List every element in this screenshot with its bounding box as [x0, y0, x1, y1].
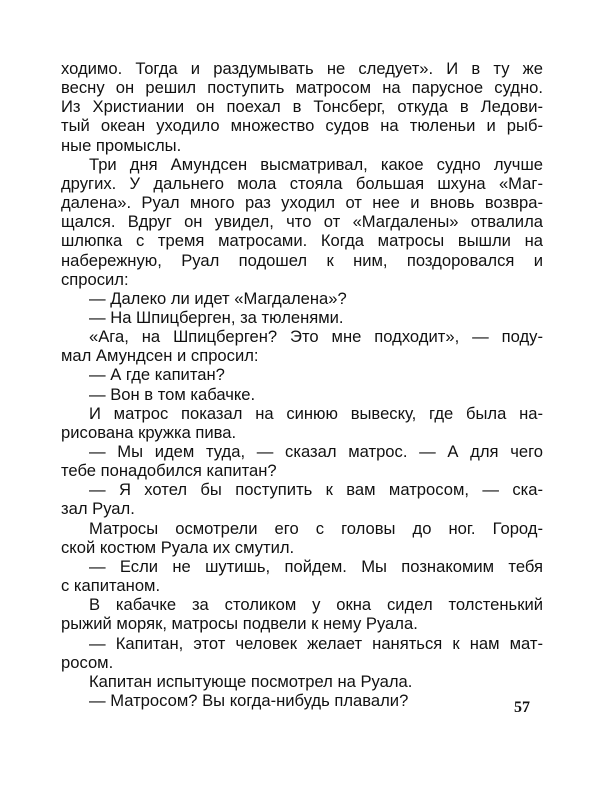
text-line: далена». Руал много раз уходил от нее и вновь возвра-: [61, 193, 543, 212]
text-line: шлюпка с тремя матросами. Когда матросы вышли на: [61, 231, 543, 250]
text-line: росом.: [61, 653, 114, 672]
text-line: мал Амундсен и спросил:: [61, 346, 259, 365]
text-line: Три дня Амундсен высматривал, какое судно лучше: [89, 155, 543, 174]
text-line: И матрос показал на синюю вывеску, где была на-: [89, 404, 543, 423]
text-line: «Ага, на Шпицберген? Это мне подходит», — поду-: [89, 327, 543, 346]
dialogue-line: — На Шпицберген, за тюленями.: [89, 308, 344, 327]
text-line: ходимо. Тогда и раздумывать не следует». И в ту же: [61, 59, 543, 78]
text-line: рыжий моряк, матросы подвели к нему Руала.: [61, 614, 418, 633]
text-line: зал Руал.: [61, 499, 135, 518]
text-line: ской костюм Руала их смутил.: [61, 538, 295, 557]
text-line: Матросы осмотрели его с головы до ног. Город-: [89, 519, 543, 538]
text-line: с капитаном.: [61, 576, 161, 595]
text-line: спросил:: [61, 270, 129, 289]
dialogue-line: — Мы идем туда, — сказал матрос. — А для чего: [89, 442, 543, 461]
text-line: Капитан испытующе посмотрел на Руала.: [89, 672, 413, 691]
dialogue-line: — Вон в том кабачке.: [89, 385, 256, 404]
dialogue-line: — Если не шутишь, пойдем. Мы познакомим тебя: [89, 557, 543, 576]
text-line: весну он решил поступить матросом на парусное судно.: [61, 78, 543, 97]
text-line: ные промыслы.: [61, 136, 182, 155]
dialogue-line: — А где капитан?: [89, 365, 225, 384]
dialogue-line: — Далеко ли идет «Магдалена»?: [89, 289, 347, 308]
text-line: тебе понадобился капитан?: [61, 461, 277, 480]
dialogue-line: — Матросом? Вы когда-нибудь плавали?: [89, 691, 409, 710]
dialogue-line: — Я хотел бы поступить к вам матросом, — ска-: [89, 480, 543, 499]
text-line: щался. Вдруг он увидел, что от «Магдалены» отвалила: [61, 212, 543, 231]
text-line: тый океан уходило множество судов на тюленьи и рыб-: [61, 116, 543, 135]
text-line: Из Христиании он поехал в Тонсберг, откуда в Ледови-: [61, 97, 543, 116]
text-line: набережную, Руал подошел к ним, поздоровался и: [61, 251, 543, 270]
text-line: других. У дальнего мола стояла большая шхуна «Маг-: [61, 174, 543, 193]
text-line: В кабачке за столиком у окна сидел толстенький: [89, 595, 543, 614]
page-number: 57: [514, 699, 530, 716]
text-line: рисована кружка пива.: [61, 423, 237, 442]
dialogue-line: — Капитан, этот человек желает наняться к нам мат-: [89, 634, 543, 653]
